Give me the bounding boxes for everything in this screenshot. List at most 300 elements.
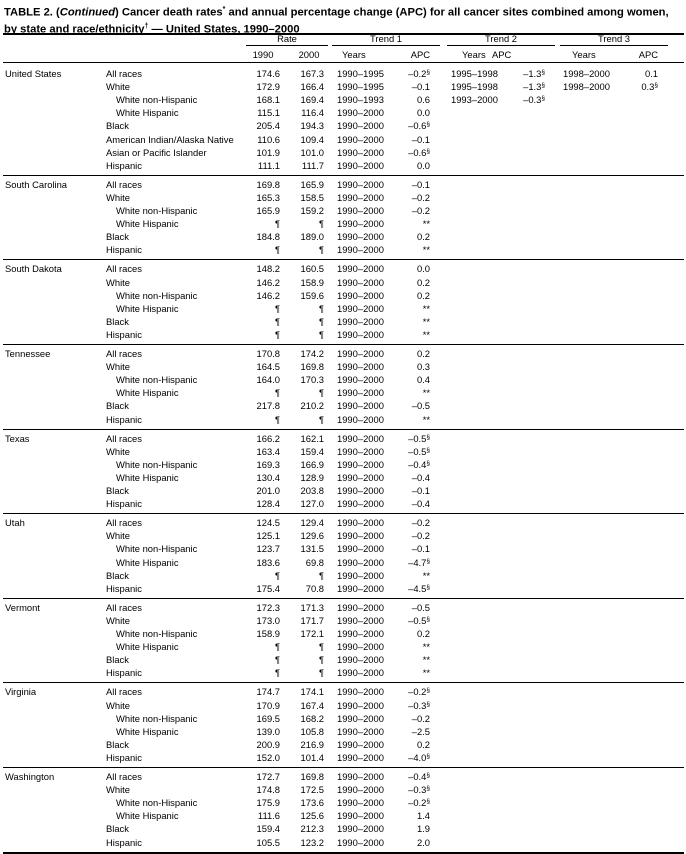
rate-1990: 146.2	[256, 276, 280, 288]
rate-1990: ¶	[274, 328, 280, 340]
state-name: Texas	[5, 432, 30, 444]
trend1-years: 1990–2000	[337, 654, 384, 666]
trend1-years: 1990–1993	[337, 94, 384, 106]
trend1-apc: 0.0	[416, 159, 430, 171]
trend1-apc: **	[422, 569, 430, 581]
trend1-years: 1990–2000	[337, 569, 384, 581]
group-separator	[3, 259, 684, 260]
rate-1990: 166.2	[256, 432, 280, 444]
trend1-apc: 0.2	[416, 289, 430, 301]
trend1-apc: –0.2	[411, 517, 430, 529]
race-label: All races	[106, 263, 142, 275]
race-label: Black	[106, 569, 129, 581]
trend1-apc: **	[422, 641, 430, 653]
rate-1990: ¶	[274, 387, 280, 399]
trend1-years: 1990–2000	[337, 289, 384, 301]
trend1-years: 1990–2000	[337, 159, 384, 171]
state-name: Vermont	[5, 601, 40, 613]
rate-1990: 175.4	[256, 582, 280, 594]
trend1-years: 1990–2000	[337, 667, 384, 679]
trend1-years: 1990–2000	[337, 686, 384, 698]
trend2-years: 1993–2000	[451, 94, 498, 106]
rate-2000: 194.3	[300, 120, 324, 132]
trend1-apc: –2.5	[411, 725, 430, 737]
state-name: South Carolina	[5, 178, 68, 190]
trend1-apc: **	[422, 413, 430, 425]
rate-1990: 169.5	[256, 712, 280, 724]
rate-2000: ¶	[318, 641, 324, 653]
rate-2000: 70.8	[305, 582, 324, 594]
rate-1990: 165.3	[256, 191, 280, 203]
trend1-apc: –0.4	[411, 498, 430, 510]
race-label: White Hispanic	[116, 810, 179, 822]
trend1-years: 1990–2000	[337, 810, 384, 822]
trend1-apc: –0.2	[411, 530, 430, 542]
trend1-apc: –0.6§	[408, 120, 430, 132]
trend1-apc: 0.2	[416, 231, 430, 243]
trend1-apc: –4.0§	[408, 751, 430, 763]
rate-2000: 166.9	[300, 458, 324, 470]
trend1-years: 1990–2000	[337, 614, 384, 626]
trend1-apc: –0.4§	[408, 771, 430, 782]
rate-2000: 101.4	[300, 751, 324, 763]
trend1-apc: –0.2	[411, 205, 430, 216]
race-label: White	[106, 699, 130, 711]
trend1-apc: –0.5	[411, 601, 430, 613]
trend1-apc: –4.7§	[408, 556, 430, 568]
rate-rule	[246, 45, 328, 46]
rate-2000: 69.8	[305, 556, 324, 568]
rate-1990: 124.5	[256, 517, 280, 529]
race-label: Black	[106, 231, 129, 243]
rate-1990: ¶	[274, 218, 280, 230]
rate-2000: ¶	[318, 387, 324, 399]
rate-2000: 165.9	[300, 178, 324, 190]
col-2000-header: 2000	[298, 49, 320, 60]
trend1-apc: –0.3§	[408, 699, 430, 711]
race-label: White non-Hispanic	[116, 205, 198, 216]
race-label: Black	[106, 400, 129, 412]
group-separator	[3, 344, 684, 345]
rate-1990: 146.2	[256, 289, 280, 301]
rate-1990: 184.8	[256, 231, 280, 243]
trend1-years: 1990–2000	[337, 543, 384, 555]
trend1-years: 1990–2000	[337, 107, 384, 119]
rate-1990: 169.8	[256, 178, 280, 190]
trend1-years: 1990–2000	[337, 725, 384, 737]
rate-2000: ¶	[318, 302, 324, 314]
rate-1990: 172.3	[256, 601, 280, 613]
trend1-years: 1990–2000	[337, 244, 384, 256]
trend1-apc-header: APC	[410, 49, 430, 60]
rate-2000: ¶	[318, 569, 324, 581]
trend1-apc: –0.3§	[408, 784, 430, 796]
trend1-years: 1990–2000	[337, 699, 384, 711]
trend3-apc: 0.3§	[641, 81, 658, 93]
trend1-years: 1990–2000	[337, 485, 384, 496]
trend1-apc: **	[422, 244, 430, 256]
trend1-apc: 0.2	[416, 738, 430, 750]
trend1-years: 1990–2000	[337, 315, 384, 327]
state-name: Tennessee	[5, 348, 51, 359]
rate-2000: 109.4	[300, 133, 324, 145]
trend2-apc-header: APC	[492, 49, 512, 60]
trend1-years-header: Years	[342, 49, 366, 60]
trend1-years: 1990–1995	[337, 68, 384, 79]
rate-2000: 159.4	[300, 445, 324, 457]
trend1-rule	[332, 45, 440, 46]
race-label: White non-Hispanic	[116, 628, 198, 639]
trend1-years: 1990–2000	[337, 517, 384, 529]
race-label: White Hispanic	[116, 107, 179, 119]
rate-2000: 203.8	[300, 485, 324, 496]
trend1-apc: –0.2§	[408, 68, 430, 79]
state-name: Washington	[5, 771, 55, 782]
rate-2000: 172.1	[300, 628, 324, 639]
race-label: Black	[106, 485, 129, 496]
rate-2000: 116.4	[301, 107, 324, 119]
trend3-years-header: Years	[572, 49, 596, 60]
trend1-apc: –0.5§	[408, 432, 430, 444]
race-label: Hispanic	[106, 582, 142, 594]
race-label: White Hispanic	[116, 556, 179, 568]
trend1-years: 1990–2000	[337, 641, 384, 653]
trend1-apc: **	[422, 302, 430, 314]
title-line-2: by state and race/ethnicity† — United States, 1990–2000	[4, 22, 300, 36]
race-label: All races	[106, 517, 142, 529]
rate-2000: ¶	[318, 328, 324, 340]
rate-1990: 159.4	[256, 823, 280, 835]
trend1-years: 1990–2000	[337, 361, 384, 373]
trend1-years: 1990–2000	[337, 146, 384, 158]
trend1-years: 1990–2000	[337, 751, 384, 763]
race-label: White	[106, 191, 130, 203]
rate-1990: 163.4	[256, 445, 280, 457]
trend1-apc: –0.2§	[408, 686, 430, 698]
race-label: All races	[106, 68, 142, 79]
trend1-apc: 2.0	[416, 836, 430, 848]
trend1-apc: 0.2	[416, 628, 430, 639]
trend1-years: 1990–2000	[337, 797, 384, 809]
race-label: White Hispanic	[116, 218, 179, 230]
rate-2000: 216.9	[300, 738, 324, 750]
trend1-years: 1990–2000	[337, 218, 384, 230]
rate-1990: 152.0	[256, 751, 280, 763]
trend1-apc: –0.5§	[408, 445, 430, 457]
rate-2000: 189.0	[300, 231, 324, 243]
trend1-apc: –0.1	[411, 81, 430, 93]
race-label: Hispanic	[106, 328, 142, 340]
race-label: Black	[106, 738, 129, 750]
race-label: Hispanic	[106, 413, 142, 425]
race-label: White Hispanic	[116, 302, 179, 314]
rate-2000: 111.7	[301, 159, 324, 171]
rate-1990: ¶	[274, 244, 280, 256]
race-label: Black	[106, 120, 129, 132]
trend1-years: 1990–2000	[337, 530, 384, 542]
trend1-apc: –4.5§	[408, 582, 430, 594]
rate-1990: 217.8	[256, 400, 280, 412]
trend1-years: 1990–2000	[337, 120, 384, 132]
trend1-years: 1990–2000	[337, 276, 384, 288]
table-title	[4, 3, 684, 36]
rate-2000: 158.9	[300, 276, 324, 288]
rate-1990: 172.9	[256, 81, 280, 93]
race-label: White non-Hispanic	[116, 458, 198, 470]
rate-2000: 169.8	[300, 361, 324, 373]
trend1-apc: –0.2§	[408, 797, 430, 809]
trend1-years: 1990–2000	[337, 231, 384, 243]
trend1-years: 1990–2000	[337, 191, 384, 203]
rate-1990: 164.5	[256, 361, 280, 373]
race-label: Black	[106, 823, 129, 835]
trend1-apc: –0.1	[411, 133, 430, 145]
trend1-apc: 0.3	[416, 361, 430, 373]
rate-1990: 105.5	[256, 836, 280, 848]
rate-2000: 172.5	[300, 784, 324, 796]
rate-1990: 111.1	[257, 159, 280, 171]
rate-1990: 200.9	[256, 738, 280, 750]
trend3-apc-header: APC	[638, 49, 658, 60]
rate-2000: ¶	[318, 413, 324, 425]
rate-2000: ¶	[318, 218, 324, 230]
rate-1990: 128.4	[256, 498, 280, 510]
trend1-years: 1990–2000	[337, 445, 384, 457]
race-label: White non-Hispanic	[116, 94, 198, 106]
rate-1990: 174.7	[256, 686, 280, 698]
rate-2000: 159.6	[300, 289, 324, 301]
trend1-apc: –0.1	[411, 543, 430, 555]
trend2-years: 1995–1998	[451, 68, 498, 79]
group-separator	[3, 852, 684, 854]
rate-1990: 148.2	[256, 263, 280, 275]
trend1-apc: –0.2	[411, 712, 430, 724]
rate-1990: 139.0	[256, 725, 280, 737]
rate-2000: 210.2	[300, 400, 324, 412]
trend1-years: 1990–2000	[337, 178, 384, 190]
trend2-apc: –1.3§	[523, 68, 545, 79]
trend1-apc: **	[422, 667, 430, 679]
trend1-years: 1990–2000	[337, 836, 384, 848]
race-label: Hispanic	[106, 836, 142, 848]
race-label: All races	[106, 771, 142, 782]
trend2-years: 1995–1998	[451, 81, 498, 93]
trend1-years: 1990–2000	[337, 458, 384, 470]
rate-2000: 171.7	[300, 614, 324, 626]
state-name: South Dakota	[5, 263, 62, 275]
trend1-years: 1990–2000	[337, 263, 384, 275]
race-label: White non-Hispanic	[116, 712, 198, 724]
race-label: White non-Hispanic	[116, 543, 198, 555]
rate-2000: 105.8	[300, 725, 324, 737]
trend1-years: 1990–2000	[337, 471, 384, 483]
trend1-apc: **	[422, 315, 430, 327]
rate-2000: 158.5	[300, 191, 324, 203]
trend1-years: 1990–2000	[337, 413, 384, 425]
trend1-apc: **	[422, 654, 430, 666]
trend1-years: 1990–2000	[337, 205, 384, 216]
trend1-header: Trend 1	[370, 33, 402, 44]
trend1-years: 1990–2000	[337, 712, 384, 724]
trend1-years: 1990–1995	[337, 81, 384, 93]
trend3-years: 1998–2000	[563, 68, 610, 79]
rate-2000: 162.1	[300, 432, 324, 444]
trend1-years: 1990–2000	[337, 348, 384, 359]
state-name: Utah	[5, 517, 25, 529]
trend1-years: 1990–2000	[337, 400, 384, 412]
trend1-apc: **	[422, 387, 430, 399]
rate-1990: ¶	[274, 667, 280, 679]
trend1-apc: 0.6	[416, 94, 430, 106]
rate-1990: 110.6	[257, 133, 280, 145]
rate-1990: 170.9	[256, 699, 280, 711]
trend1-years: 1990–2000	[337, 302, 384, 314]
rate-2000: 159.2	[300, 205, 324, 216]
header-bottom-rule	[3, 62, 684, 63]
trend1-apc: 1.4	[416, 810, 430, 822]
race-label: All races	[106, 178, 142, 190]
trend1-apc: 0.2	[416, 276, 430, 288]
race-label: Hispanic	[106, 498, 142, 510]
rate-2000: ¶	[318, 315, 324, 327]
group-separator	[3, 598, 684, 599]
race-label: All races	[106, 432, 142, 444]
rate-1990: ¶	[274, 654, 280, 666]
race-label: White	[106, 784, 130, 796]
race-label: Hispanic	[106, 751, 142, 763]
rate-1990: 169.3	[256, 458, 280, 470]
race-label: White non-Hispanic	[116, 289, 198, 301]
rate-1990: 115.1	[257, 107, 280, 119]
race-label: Hispanic	[106, 244, 142, 256]
race-label: White Hispanic	[116, 641, 179, 653]
trend1-apc: –0.2	[411, 191, 430, 203]
rate-header: Rate	[277, 33, 297, 44]
trend3-years: 1998–2000	[563, 81, 610, 93]
trend2-years-header: Years	[462, 49, 486, 60]
trend3-header: Trend 3	[598, 33, 630, 44]
rate-2000: 123.2	[300, 836, 324, 848]
race-label: Hispanic	[106, 159, 142, 171]
rate-1990: 175.9	[256, 797, 280, 809]
trend1-years: 1990–2000	[337, 556, 384, 568]
rate-2000: 166.4	[300, 81, 324, 93]
trend1-apc: **	[422, 328, 430, 340]
trend1-years: 1990–2000	[337, 328, 384, 340]
rate-1990: 174.8	[256, 784, 280, 796]
race-label: All races	[106, 348, 142, 359]
trend1-apc: –0.1	[411, 178, 430, 190]
state-name: Virginia	[5, 686, 37, 698]
rate-1990: 101.9	[256, 146, 280, 158]
race-label: White	[106, 530, 130, 542]
trend1-years: 1990–2000	[337, 374, 384, 386]
race-label: Black	[106, 315, 129, 327]
rate-2000: 169.4	[300, 94, 324, 106]
rate-2000: 127.0	[300, 498, 324, 510]
race-label: White Hispanic	[116, 725, 179, 737]
trend1-years: 1990–2000	[337, 133, 384, 145]
rate-1990: 172.7	[256, 771, 280, 782]
race-label: White	[106, 614, 130, 626]
race-label: Hispanic	[106, 667, 142, 679]
race-label: White non-Hispanic	[116, 374, 198, 386]
trend2-header: Trend 2	[485, 33, 517, 44]
rate-2000: 174.1	[300, 686, 324, 698]
trend3-rule	[560, 45, 668, 46]
rate-1990: 201.0	[256, 485, 280, 496]
trend1-apc: –0.6§	[408, 146, 430, 158]
trend1-apc: 0.0	[416, 263, 430, 275]
rate-2000: ¶	[318, 244, 324, 256]
rate-1990: 111.6	[257, 810, 280, 822]
race-label: White	[106, 81, 130, 93]
trend1-years: 1990–2000	[337, 498, 384, 510]
rate-2000: 160.5	[300, 263, 324, 275]
race-label: White Hispanic	[116, 471, 179, 483]
trend1-apc: –0.5	[411, 400, 430, 412]
rate-1990: ¶	[274, 569, 280, 581]
group-separator	[3, 767, 684, 768]
rate-2000: 129.4	[300, 517, 324, 529]
race-label: White	[106, 445, 130, 457]
rate-1990: 165.9	[256, 205, 280, 216]
trend1-apc: –0.1	[411, 485, 430, 496]
rate-2000: 173.6	[300, 797, 324, 809]
trend2-apc: –0.3§	[523, 94, 545, 106]
rate-1990: 130.4	[256, 471, 280, 483]
rate-2000: 170.3	[300, 374, 324, 386]
trend1-years: 1990–2000	[337, 738, 384, 750]
trend1-years: 1990–2000	[337, 387, 384, 399]
group-separator	[3, 513, 684, 514]
rate-1990: 123.7	[256, 543, 280, 555]
group-separator	[3, 429, 684, 430]
race-label: White non-Hispanic	[116, 797, 198, 809]
race-label: All races	[106, 601, 142, 613]
rate-2000: 129.6	[300, 530, 324, 542]
rate-1990: 168.1	[256, 94, 280, 106]
rate-2000: 125.6	[300, 810, 324, 822]
trend1-years: 1990–2000	[337, 771, 384, 782]
group-separator	[3, 682, 684, 683]
race-label: Black	[106, 654, 129, 666]
rate-2000: 212.3	[300, 823, 324, 835]
trend3-apc: 0.1	[644, 68, 658, 79]
trend1-apc: –0.4	[411, 471, 430, 483]
trend1-years: 1990–2000	[337, 823, 384, 835]
trend1-years: 1990–2000	[337, 582, 384, 594]
race-label: All races	[106, 686, 142, 698]
rate-2000: 131.5	[300, 543, 324, 555]
rate-2000: 168.2	[300, 712, 324, 724]
race-label: Asian or Pacific Islander	[106, 146, 207, 158]
rate-2000: 128.9	[300, 471, 324, 483]
rate-2000: 169.8	[300, 771, 324, 782]
rate-1990: 158.9	[256, 628, 280, 639]
rate-2000: 167.4	[300, 699, 324, 711]
rate-1990: 170.8	[256, 348, 280, 359]
rate-1990: 164.0	[256, 374, 280, 386]
group-separator	[3, 175, 684, 176]
col-1990-header: 1990	[252, 49, 274, 60]
rate-1990: ¶	[274, 641, 280, 653]
trend1-apc: 0.2	[416, 348, 430, 359]
trend1-years: 1990–2000	[337, 432, 384, 444]
rate-1990: 173.0	[256, 614, 280, 626]
rate-2000: 101.0	[300, 146, 324, 158]
rate-1990: ¶	[274, 302, 280, 314]
